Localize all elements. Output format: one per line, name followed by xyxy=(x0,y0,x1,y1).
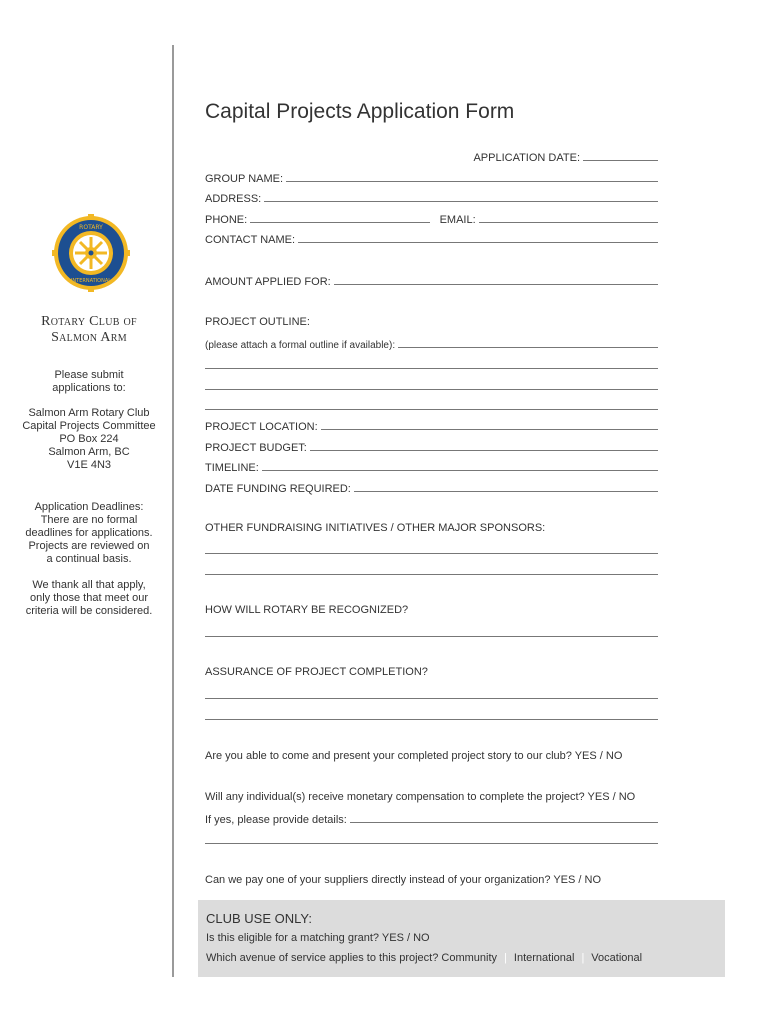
outline-field[interactable] xyxy=(398,347,658,348)
address-row xyxy=(205,189,658,205)
address-line-3: PO Box 224 xyxy=(59,433,119,445)
group-name-field[interactable] xyxy=(286,181,658,182)
application-date-label: APPLICATION DATE: xyxy=(473,152,580,164)
sidebar-divider xyxy=(172,45,174,977)
rotary-recognized-label: HOW WILL ROTARY BE RECOGNIZED? xyxy=(205,604,409,616)
address-label: ADDRESS: xyxy=(205,193,262,205)
club-name-line-2: Salmon Arm xyxy=(51,330,127,345)
date-funding-label: DATE FUNDING REQUIRED: xyxy=(205,483,351,495)
assurance-line-2[interactable] xyxy=(205,719,658,720)
contact-name-field[interactable] xyxy=(298,242,658,243)
project-location-row xyxy=(205,417,658,433)
club-use-title: CLUB USE ONLY: xyxy=(206,911,312,926)
suppliers-question: Can we pay one of your suppliers directly instead of your organization? YES / NO xyxy=(205,874,602,886)
phone-field[interactable] xyxy=(250,222,429,223)
present-question: Are you able to come and present your completed project story to our club? YES / NO xyxy=(205,750,623,762)
timeline-row xyxy=(205,458,658,474)
option-vocational[interactable]: Vocational xyxy=(591,952,643,964)
thanks-line-3: criteria will be considered. xyxy=(25,605,153,617)
details-field[interactable] xyxy=(350,822,658,823)
date-funding-field[interactable] xyxy=(354,491,658,492)
amount-label: AMOUNT APPLIED FOR: xyxy=(205,276,331,288)
project-location-field[interactable] xyxy=(321,429,658,430)
address-line-5: V1E 4N3 xyxy=(66,459,112,471)
group-name-row xyxy=(205,169,658,185)
amount-field[interactable] xyxy=(334,284,658,285)
timeline-field[interactable] xyxy=(262,470,658,471)
assurance-line-1[interactable] xyxy=(205,698,658,699)
deadline-line-3: Projects are reviewed on xyxy=(28,540,150,552)
option-community[interactable]: Community xyxy=(441,952,498,964)
deadline-line-4: a continual basis. xyxy=(46,553,132,565)
timeline-label: TIMELINE: xyxy=(205,462,259,474)
club-use-box xyxy=(198,900,725,977)
project-budget-field[interactable] xyxy=(310,450,658,451)
address-line-1: Salmon Arm Rotary Club xyxy=(28,407,150,419)
logo-top-text: ROTARY xyxy=(79,224,103,231)
application-date-field[interactable] xyxy=(583,160,658,161)
address-field[interactable] xyxy=(264,201,658,202)
phone-label: PHONE: xyxy=(205,214,248,226)
amount-row xyxy=(205,272,658,288)
thanks-line-2: only those that meet our xyxy=(29,592,148,604)
outline-line-2[interactable] xyxy=(205,368,658,369)
deadline-title: Application Deadlines: xyxy=(34,501,144,513)
details-row xyxy=(205,810,658,826)
rotary-recognized-line[interactable] xyxy=(205,636,658,637)
address-line-4: Salmon Arm, BC xyxy=(48,446,130,458)
option-international[interactable]: International xyxy=(513,952,575,964)
form-title: Capital Projects Application Form xyxy=(205,100,515,123)
deadline-line-2: deadlines for applications. xyxy=(25,527,153,539)
details-line-2[interactable] xyxy=(205,843,658,844)
project-budget-label: PROJECT BUDGET: xyxy=(205,442,307,454)
separator: | xyxy=(581,952,585,964)
submit-line-1: Please submit xyxy=(54,369,124,381)
separator: | xyxy=(504,952,507,964)
outline-line-4[interactable] xyxy=(205,409,658,410)
logo-bottom-text: INTERNATIONAL xyxy=(70,278,112,284)
project-budget-row xyxy=(205,438,658,454)
phone-email-row xyxy=(205,210,658,226)
contact-name-label: CONTACT NAME: xyxy=(205,234,296,246)
deadline-line-1: There are no formal xyxy=(40,514,138,526)
address-line-2: Capital Projects Committee xyxy=(22,420,156,432)
details-label: If yes, please provide details: xyxy=(205,814,347,826)
club-name-line-1: Rotary Club of xyxy=(41,314,137,329)
project-location-label: PROJECT LOCATION: xyxy=(205,421,318,433)
application-date-row xyxy=(205,148,658,164)
project-outline-label: PROJECT OUTLINE: xyxy=(205,316,310,328)
group-name-label: GROUP NAME: xyxy=(205,173,284,185)
avenue-row xyxy=(206,952,642,964)
email-label: EMAIL: xyxy=(439,214,476,226)
other-fundraising-label: OTHER FUNDRAISING INITIATIVES / OTHER MAJOR SPONSORS: xyxy=(205,522,546,534)
other-fundraising-line-2[interactable] xyxy=(205,574,658,575)
outline-line-3[interactable] xyxy=(205,389,658,390)
date-funding-row xyxy=(205,479,658,495)
thanks-line-1: We thank all that apply, xyxy=(32,579,146,591)
email-field[interactable] xyxy=(479,222,658,223)
other-fundraising-line-1[interactable] xyxy=(205,553,658,554)
rotary-logo-icon xyxy=(52,214,130,292)
submit-line-2: applications to: xyxy=(52,382,126,394)
outline-note-row xyxy=(205,335,658,351)
assurance-label: ASSURANCE OF PROJECT COMPLETION? xyxy=(205,666,428,678)
contact-name-row xyxy=(205,230,658,246)
compensation-question: Will any individual(s) receive monetary compensation to complete the project? YES / NO xyxy=(205,791,636,803)
avenue-question: Which avenue of service applies to this project? xyxy=(206,952,439,964)
outline-note-label: (please attach a formal outline if available): xyxy=(205,340,396,351)
matching-grant-question: Is this eligible for a matching grant? YES / NO xyxy=(206,932,430,944)
